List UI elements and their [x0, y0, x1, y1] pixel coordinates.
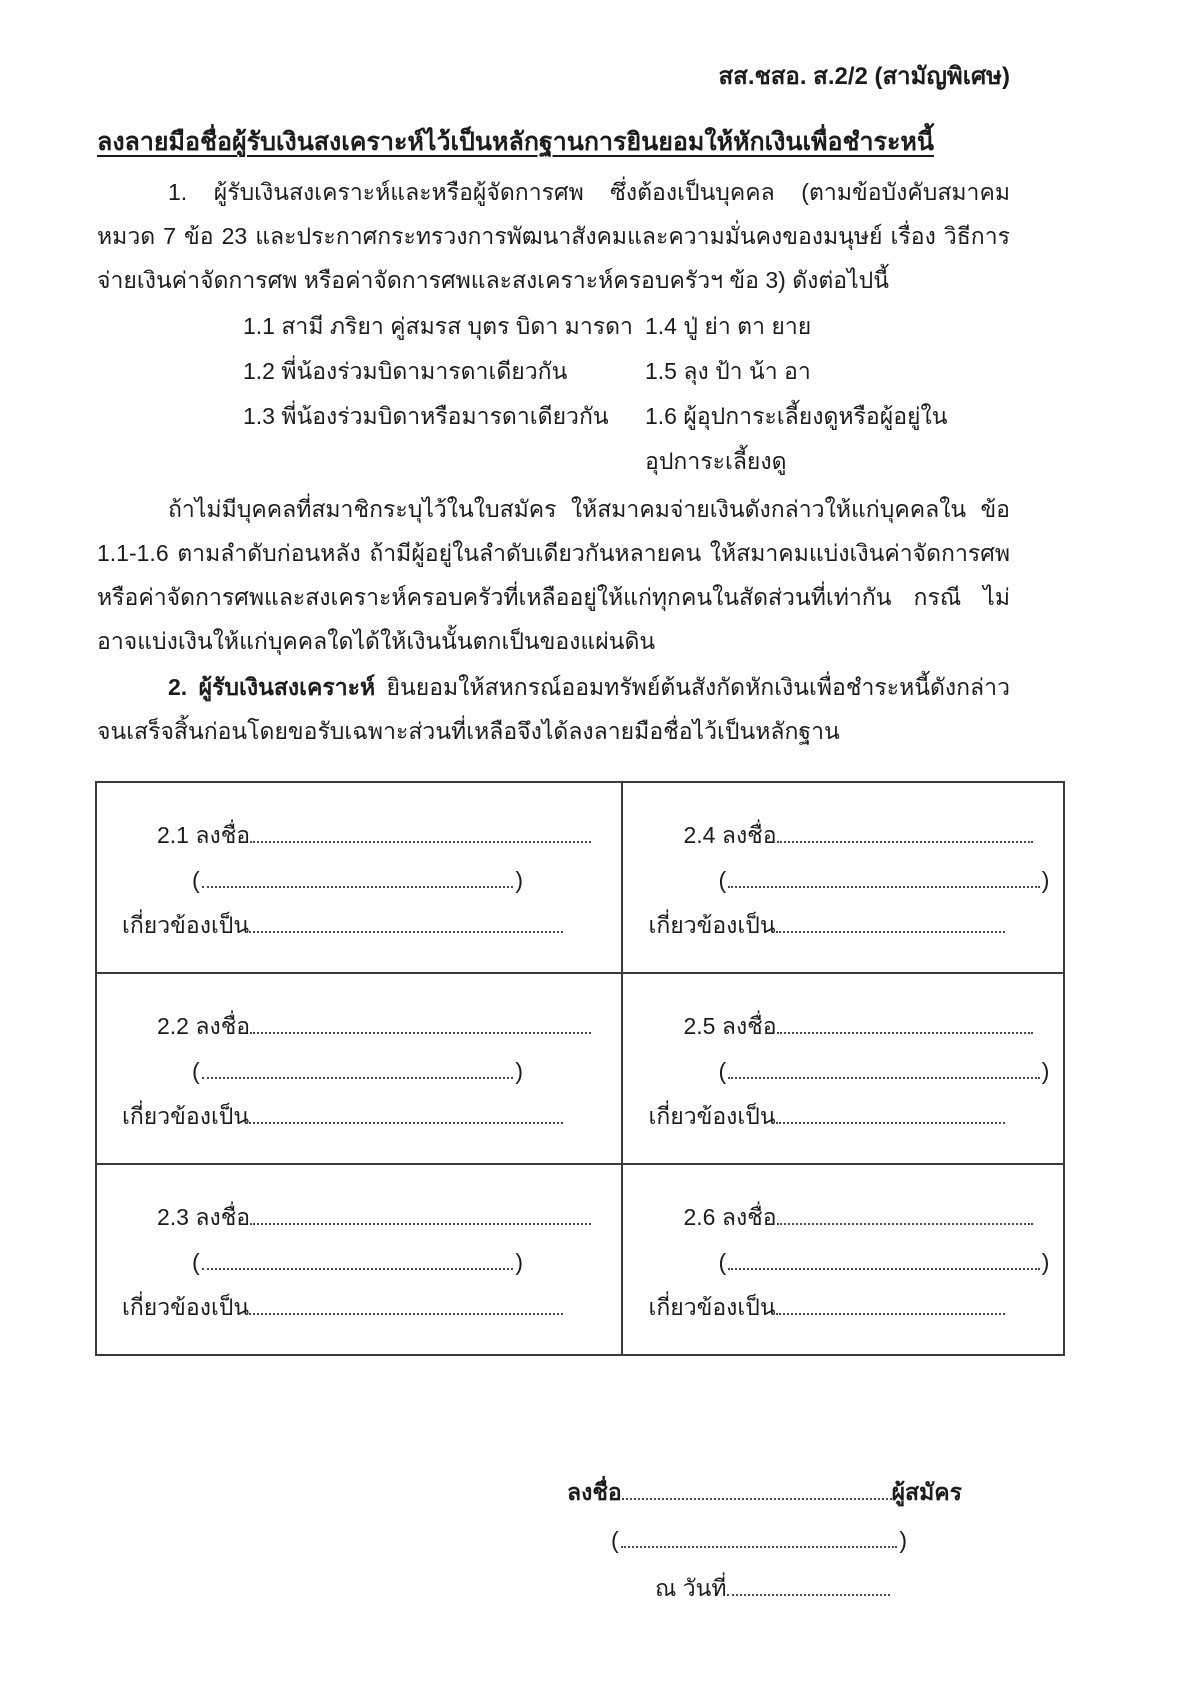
open-paren: (: [611, 1527, 619, 1553]
signature-line[interactable]: [250, 1201, 591, 1225]
cell-number: 2.6: [683, 1204, 716, 1230]
signature-cell-2-3: [97, 1165, 623, 1354]
applicant-signature-block: [567, 1468, 962, 1612]
close-paren: ): [1041, 1058, 1050, 1084]
signature-line[interactable]: [250, 1010, 591, 1034]
sign-label: ลงชื่อ: [721, 1204, 777, 1230]
signature-cell-2-4: [623, 783, 1063, 974]
relation-label: เกี่ยวข้องเป็น: [122, 1294, 250, 1320]
close-paren: ): [1041, 1249, 1050, 1275]
name-line[interactable]: [202, 1246, 514, 1270]
list-item-1-3: 1.3 พี่น้องร่วมบิดาหรือมารดาเดียวกัน: [243, 403, 609, 429]
applicant-signature-line[interactable]: [622, 1476, 892, 1500]
signature-cell-2-1: [97, 783, 623, 974]
relation-line[interactable]: [776, 1291, 1005, 1315]
cell-number: 2.3: [157, 1204, 189, 1230]
close-paren: ): [515, 867, 523, 893]
cell-number: 2.5: [683, 1013, 716, 1039]
list-item-1-4: 1.4 ปู่ ย่า ตา ยาย: [645, 313, 812, 339]
date-line[interactable]: [727, 1572, 890, 1596]
cell-number: 2.2: [157, 1013, 189, 1039]
open-paren: (: [718, 867, 727, 893]
signature-cell-2-5: [623, 974, 1063, 1165]
relation-line[interactable]: [776, 1100, 1005, 1124]
signature-line[interactable]: [777, 1201, 1033, 1225]
document-body: [97, 124, 1010, 753]
section1-intro: 1. ผู้รับเงินสงเคราะห์และหรือผู้จัดการศพ ซึ่งต้องเป็นบุคคล (ตามข้อบังคับสมาคม หมวด 7 ข้อ 23 และประกาศกระทรวงการพัฒนาสังคมและความมั่นคงของมนุษย์ เรื่อง วิธีการจ่ายเงินค่าจัดการศพ หรือค่าจัดการศพและสงเคราะห์ครอบครัวฯ ข้อ 3) ดังต่อไปนี้: [97, 179, 1010, 293]
sign-label: ลงชื่อ: [195, 1204, 251, 1230]
signature-line[interactable]: [777, 1010, 1033, 1034]
cell-number: 2.1: [157, 822, 189, 848]
relation-line[interactable]: [776, 909, 1005, 933]
beneficiary-signature-table: [95, 781, 1065, 1356]
open-paren: (: [718, 1058, 727, 1084]
name-line[interactable]: [728, 1246, 1040, 1270]
sign-label: ลงชื่อ: [195, 822, 251, 848]
open-paren: (: [192, 1249, 200, 1275]
footer-sign-label: ลงชื่อ: [567, 1479, 622, 1505]
name-line[interactable]: [728, 1055, 1040, 1079]
close-paren: ): [515, 1249, 523, 1275]
relation-line[interactable]: [249, 909, 563, 933]
section2-text: ยินยอมให้สหกรณ์ออมทรัพย์ต้นสังกัดหักเงินเพื่อชำระหนี้ดังกล่าวจนเสร็จสิ้นก่อนโดยขอรับเฉพาะส่วนที่เหลือจึงได้ลงลายมือชื่อไว้เป็นหลักฐาน: [97, 674, 1010, 744]
applicant-label: ผู้สมัคร: [891, 1479, 962, 1505]
sign-label: ลงชื่อ: [721, 1013, 777, 1039]
relation-label: เกี่ยวข้องเป็น: [122, 1103, 250, 1129]
close-paren: ): [1041, 867, 1050, 893]
list-item-1-1: 1.1 สามี ภริยา คู่สมรส บุตร บิดา มารดา: [243, 313, 633, 339]
section1-fallback: ถ้าไม่มีบุคคลที่สมาชิกระบุไว้ในใบสมัคร ให้สมาคมจ่ายเงินดังกล่าวให้แก่บุคคลใน ข้อ 1.1-1.6 ตามลำดับก่อนหลัง ถ้ามีผู้อยู่ในลำดับเดียวกันหลายคน ให้สมาคมแบ่งเงินค่าจัดการศพหรือค่าจัดการศพและสงเคราะห์ครอบครัวที่เหลืออยู่ให้แก่ทุกคนในสัดส่วนที่เท่ากัน กรณี ไม่อาจแบ่งเงินให้แก่บุคคลใดได้ให้เงินนั้นตกเป็นของแผ่นดิน: [97, 496, 1010, 654]
list-item-1-5: 1.5 ลุง ป้า น้า อา: [645, 358, 811, 384]
section2-paragraph: [97, 665, 1010, 753]
open-paren: (: [192, 1058, 200, 1084]
beneficiary-list: [97, 304, 1010, 484]
open-paren: (: [718, 1249, 727, 1275]
sign-label: ลงชื่อ: [195, 1013, 251, 1039]
relation-label: เกี่ยวข้องเป็น: [122, 912, 250, 938]
close-paren: ): [899, 1527, 907, 1553]
applicant-name-line[interactable]: [621, 1524, 898, 1548]
name-line[interactable]: [728, 864, 1040, 888]
relation-line[interactable]: [249, 1291, 563, 1315]
name-line[interactable]: [202, 864, 514, 888]
page-title: ลงลายมือชื่อผู้รับเงินสงเคราะห์ไว้เป็นหลักฐานการยินยอมให้หักเงินเพื่อชำระหนี้: [97, 128, 934, 156]
open-paren: (: [192, 867, 200, 893]
signature-line[interactable]: [777, 819, 1033, 843]
section2-lead: 2. ผู้รับเงินสงเคราะห์: [168, 674, 376, 700]
name-line[interactable]: [202, 1055, 514, 1079]
relation-label: เกี่ยวข้องเป็น: [648, 1103, 776, 1129]
signature-cell-2-6: [623, 1165, 1063, 1354]
date-label: ณ วันที่: [655, 1575, 727, 1601]
list-item-1-2: 1.2 พี่น้องร่วมบิดามารดาเดียวกัน: [243, 358, 568, 384]
list-item-1-6: 1.6 ผู้อุปการะเลี้ยงดูหรือผู้อยู่ในอุปการะเลี้ยงดู: [645, 403, 948, 474]
relation-label: เกี่ยวข้องเป็น: [648, 1294, 776, 1320]
signature-cell-2-2: [97, 974, 623, 1165]
cell-number: 2.4: [683, 822, 716, 848]
relation-label: เกี่ยวข้องเป็น: [648, 912, 776, 938]
sign-label: ลงชื่อ: [721, 822, 777, 848]
form-code: สส.ชสอ. ส.2/2 (สามัญพิเศษ): [718, 63, 1010, 90]
close-paren: ): [515, 1058, 523, 1084]
signature-line[interactable]: [250, 819, 591, 843]
relation-line[interactable]: [249, 1100, 563, 1124]
